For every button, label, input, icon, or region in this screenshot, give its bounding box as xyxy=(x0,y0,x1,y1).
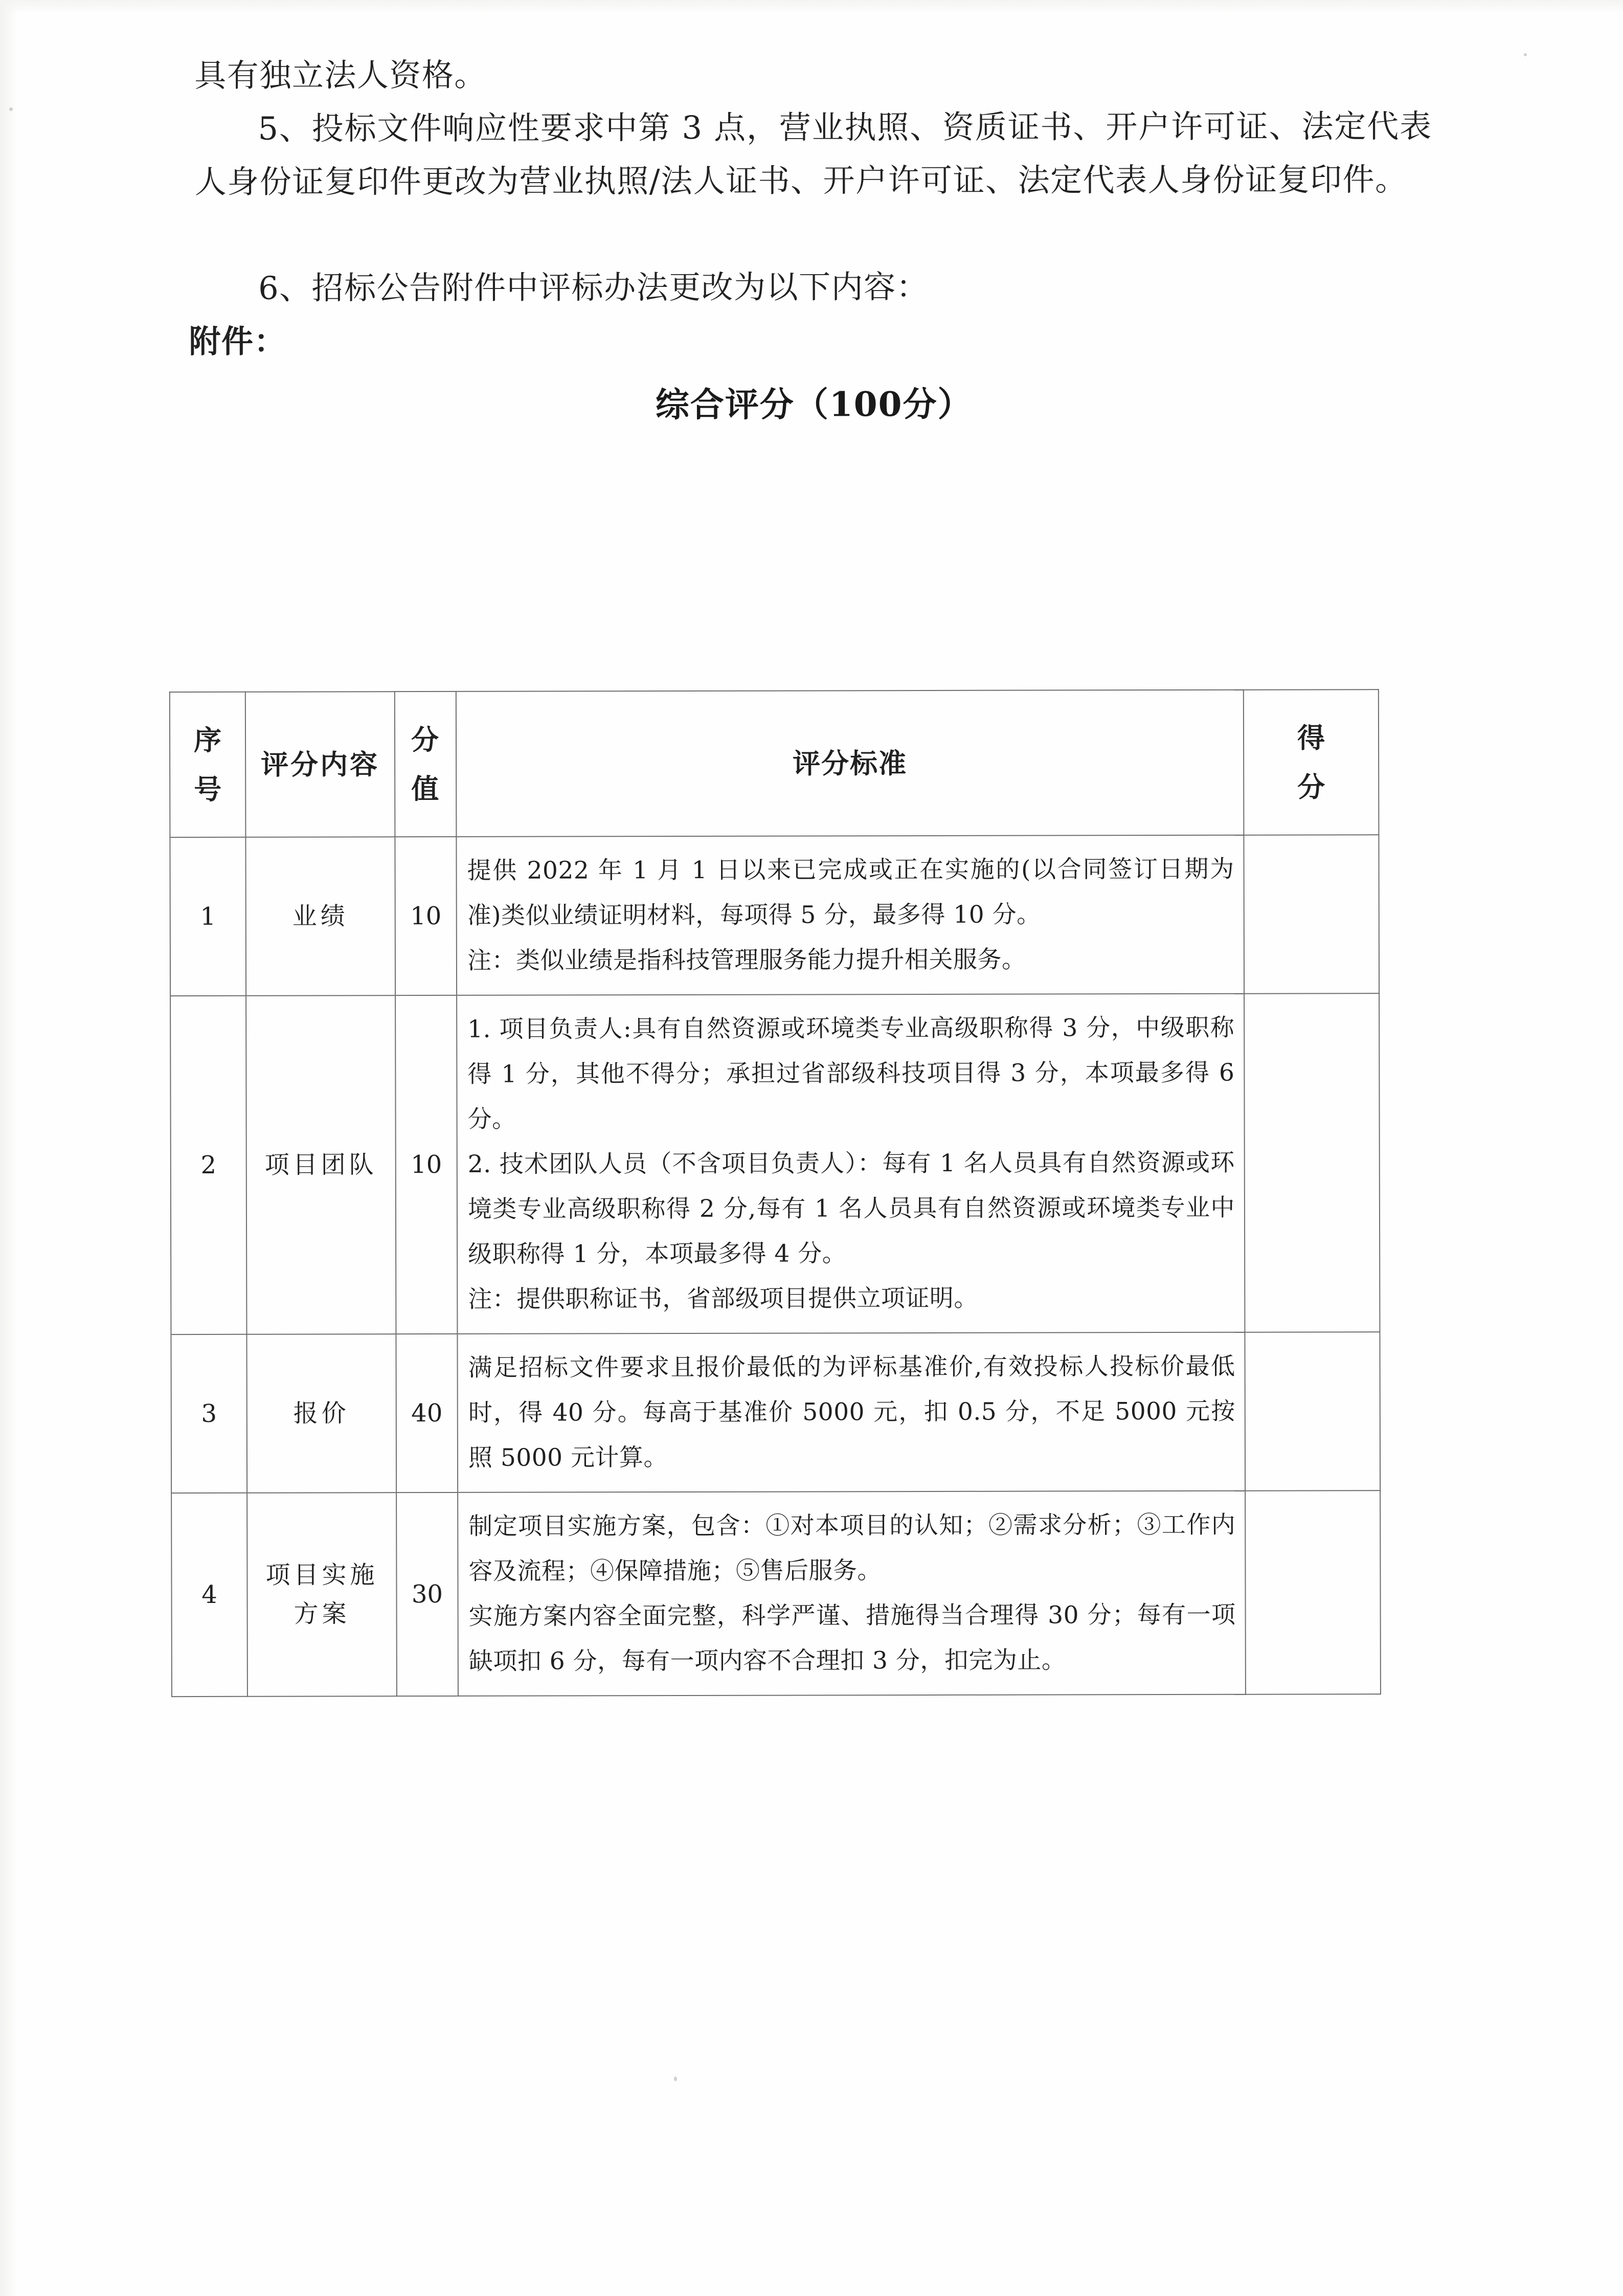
cell-row-number: 3 xyxy=(171,1334,247,1493)
cell-item-name: 项目实施方案 xyxy=(247,1492,397,1697)
cell-awarded-score[interactable] xyxy=(1244,835,1379,994)
cell-row-number: 2 xyxy=(170,996,246,1334)
cell-item-name: 报价 xyxy=(246,1334,396,1493)
score-table-container xyxy=(169,689,1380,1697)
paragraph-item-6: 6、招标公告附件中评标办法更改为以下内容： xyxy=(258,268,929,307)
criteria-line: 提供 2022 年 1 月 1 日以来已完成或正在实施的(以合同签订日期为准)类似业绩证明材料，每项得 5 分，最多得 10 分。 xyxy=(467,855,1234,930)
column-header-item: 评分内容 xyxy=(245,692,395,837)
cell-points: 40 xyxy=(396,1334,458,1492)
cell-criteria xyxy=(457,994,1245,1334)
column-header-score-line2: 分 xyxy=(1297,770,1325,804)
cell-criteria xyxy=(456,835,1244,995)
cell-awarded-score[interactable] xyxy=(1245,1332,1380,1491)
cell-criteria xyxy=(458,1491,1246,1696)
cell-row-number: 1 xyxy=(170,837,246,996)
comprehensive-score-table xyxy=(169,689,1381,1697)
cell-criteria xyxy=(457,1332,1245,1492)
criteria-line: 注：类似业绩是指科技管理服务能力提升相关服务。 xyxy=(467,945,1026,975)
scan-edge-shading-top xyxy=(0,0,1623,13)
criteria-line: 满足招标文件要求且报价最低的为评标基准价,有效投标人投标价最低时，得 40 分。每高于基准价 5000 元，扣 0.5 分，不足 5000 元按照 5000 元计算。 xyxy=(468,1352,1235,1472)
column-header-score-line1: 得 xyxy=(1297,721,1325,754)
criteria-line: 注：提供职称证书，省部级项目提供立项证明。 xyxy=(468,1284,978,1313)
annex-label: 附件： xyxy=(189,322,286,361)
cell-points: 10 xyxy=(395,995,457,1334)
paragraph-item-5: 5、投标文件响应性要求中第 3 点，营业执照、资质证书、开户许可证、法定代表人身份证复印件更改为营业执照/法人证书、开户许可证、法定代表人身份证复印件。 xyxy=(194,107,1432,200)
criteria-line: 实施方案内容全面完整，科学严谨、措施得当合理得 30 分；每有一项缺项扣 6 分，每有一项内容不合理扣 3 分，扣完为止。 xyxy=(468,1600,1236,1676)
criteria-line: 1. 项目负责人:具有自然资源或环境类专业高级职称得 3 分，中级职称得 1 分，其他不得分；承担过省部级科技项目得 3 分，本项最多得 6 分。 xyxy=(467,1013,1235,1133)
scan-edge-shading-left xyxy=(0,0,17,2296)
scan-speck xyxy=(674,2077,677,2081)
cell-points: 10 xyxy=(395,837,457,995)
cell-row-number: 4 xyxy=(171,1493,247,1697)
cell-awarded-score[interactable] xyxy=(1244,993,1380,1332)
column-header-no-line2: 号 xyxy=(194,772,222,806)
column-header-no-line1: 序 xyxy=(193,723,222,757)
table-body xyxy=(170,835,1381,1697)
table-header-row xyxy=(170,689,1379,837)
scan-speck xyxy=(9,107,13,111)
table-row xyxy=(170,993,1380,1334)
scan-speck xyxy=(1524,53,1527,56)
column-header-points-line2: 值 xyxy=(411,772,440,806)
table-row xyxy=(171,1490,1381,1697)
column-header-points xyxy=(395,692,457,837)
column-header-no xyxy=(170,692,246,837)
table-row xyxy=(170,835,1379,996)
table-row xyxy=(171,1332,1380,1493)
cell-item-name: 项目团队 xyxy=(246,995,396,1334)
column-header-score xyxy=(1244,689,1379,835)
cell-awarded-score[interactable] xyxy=(1245,1490,1381,1695)
table-header xyxy=(170,689,1379,837)
paragraph-carryover-line: 具有独立法人资格。 xyxy=(194,56,487,94)
column-header-points-line1: 分 xyxy=(411,723,440,756)
score-table-title: 综合评分（100分） xyxy=(655,384,973,425)
cell-points: 30 xyxy=(396,1492,458,1696)
column-header-criteria: 评分标准 xyxy=(456,690,1244,837)
cell-item-name: 业绩 xyxy=(245,837,395,996)
criteria-line: 2. 技术团队人员（不含项目负责人）：每有 1 名人员具有自然资源或环境类专业高级职称得 2 分,每有 1 名人员具有自然资源或环境类专业中级职称得 1 分，本项最多得 4 分。 xyxy=(467,1148,1235,1268)
criteria-line: 制定项目实施方案，包含：①对本项目的认知；②需求分析；③工作内容及流程；④保障措施；⑤售后服务。 xyxy=(468,1510,1236,1586)
